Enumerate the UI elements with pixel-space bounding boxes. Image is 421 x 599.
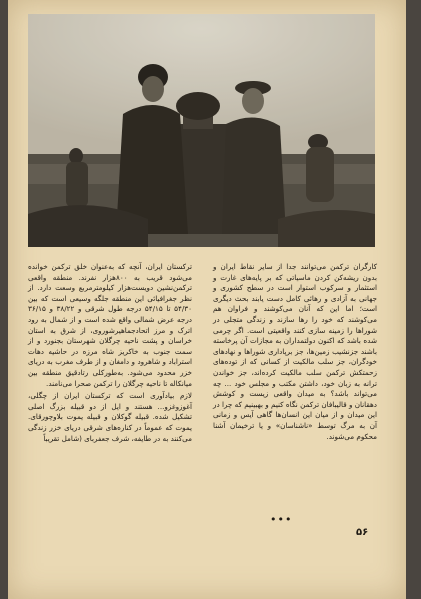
end-ornament: •••	[270, 513, 293, 526]
paragraph: لازم بیادآوری است که ترکستان ایران از چگلی، آغوزوغزو... هستند و ایل از دو قبیله بزرگ اصلی تشکیل شده. قبیله گوکلان و قبیله یموت بلاوچورقای. یموت که عموماً در کناره‌های شرقی دریای خزر زندگی می‌کنند به در طایفه، شرف جعفربای (شامل تقریباً	[28, 391, 192, 443]
article-column-left	[28, 262, 192, 446]
photo-illustration	[28, 14, 375, 247]
article-column-right	[213, 262, 377, 444]
magazine-page	[8, 0, 406, 599]
paragraph: ترکستان ایران، آنچه که به‌عنوان خلق ترکمن خوانده می‌شود قریب به ۸۰۰هزار نفرند. منطقه واقعی ترکمن‌نشین دویست‌هزار کیلومترمربع وسعت دارد. از نظر جغرافیائی این منطقه جلگه وسیعی است که بین ۵۴/۳۰ تا ۵۴/۱۵ درجه طول شرقی و ۳۸/۲۲ و ۳۶/۱۵ درجه عرض شمالی واقع شده است و از شمال به رود اترک و مرز اتحادجماهیرشوروی، از شرق به استان خراسان و پشت ناحیه چرگلان شهرستان بجنورد و از سمت جنوب به خاکریز شاه مرزه در حاشیه دهات استراباد و شاهرود و دامغان و از طرف مغرب به دریای خزر محدود می‌شود. به‌طورکلی رتادقیق منطقه بین میانکاله تا ناحیه چرگلان را ترکمن صحرا می‌نامند.	[28, 262, 192, 388]
article-photo	[28, 14, 375, 247]
paragraph: کارگران ترکمن می‌توانند جدا از سایر نقاط ایران و بدون ریشه‌کن کردن ماسیاتی که بر پایه‌های غارت و استثمار و سرکوب استوار است در سطح کشوری و جهانی به آزادی و رهائی کامل دست یابند بحث دیگری است؛ اما این که آنان می‌کوشند و فراوان هم می‌کوشند که خود را رها سازند و زندگی متجلی در شوراها را زمینه سازی کنند واقعیتی است. اگر چرمی شده باشد که اکنون دولتمداران به مجازات آن پرخاسته باشند جزنشیب زمین‌ها، جز برپاداری شوراها و نهادهای خودگران، جز سلب مالکیت از کسانی که از توده‌های زحمتکش ترکمن سلب مالکیت کرده‌اند، جز خواندن ترانه به زبان خود، داشتن مکتب و مجلس خود ... چه می‌تواند باشد؟ به میدان واقعی زیست و کوشش دهقانان و قالیبافان ترکمن نگاه کنیم و بهبینیم که چرا در این میدان و از میان این انسان‌ها گاهی آیس و زمانی آن به مرگ توسط «ناشناسان» و یا ترخیمان آشنا محکوم می‌شوند.	[213, 262, 377, 441]
article-body	[28, 262, 377, 562]
page-number: ۵۶	[356, 527, 369, 538]
